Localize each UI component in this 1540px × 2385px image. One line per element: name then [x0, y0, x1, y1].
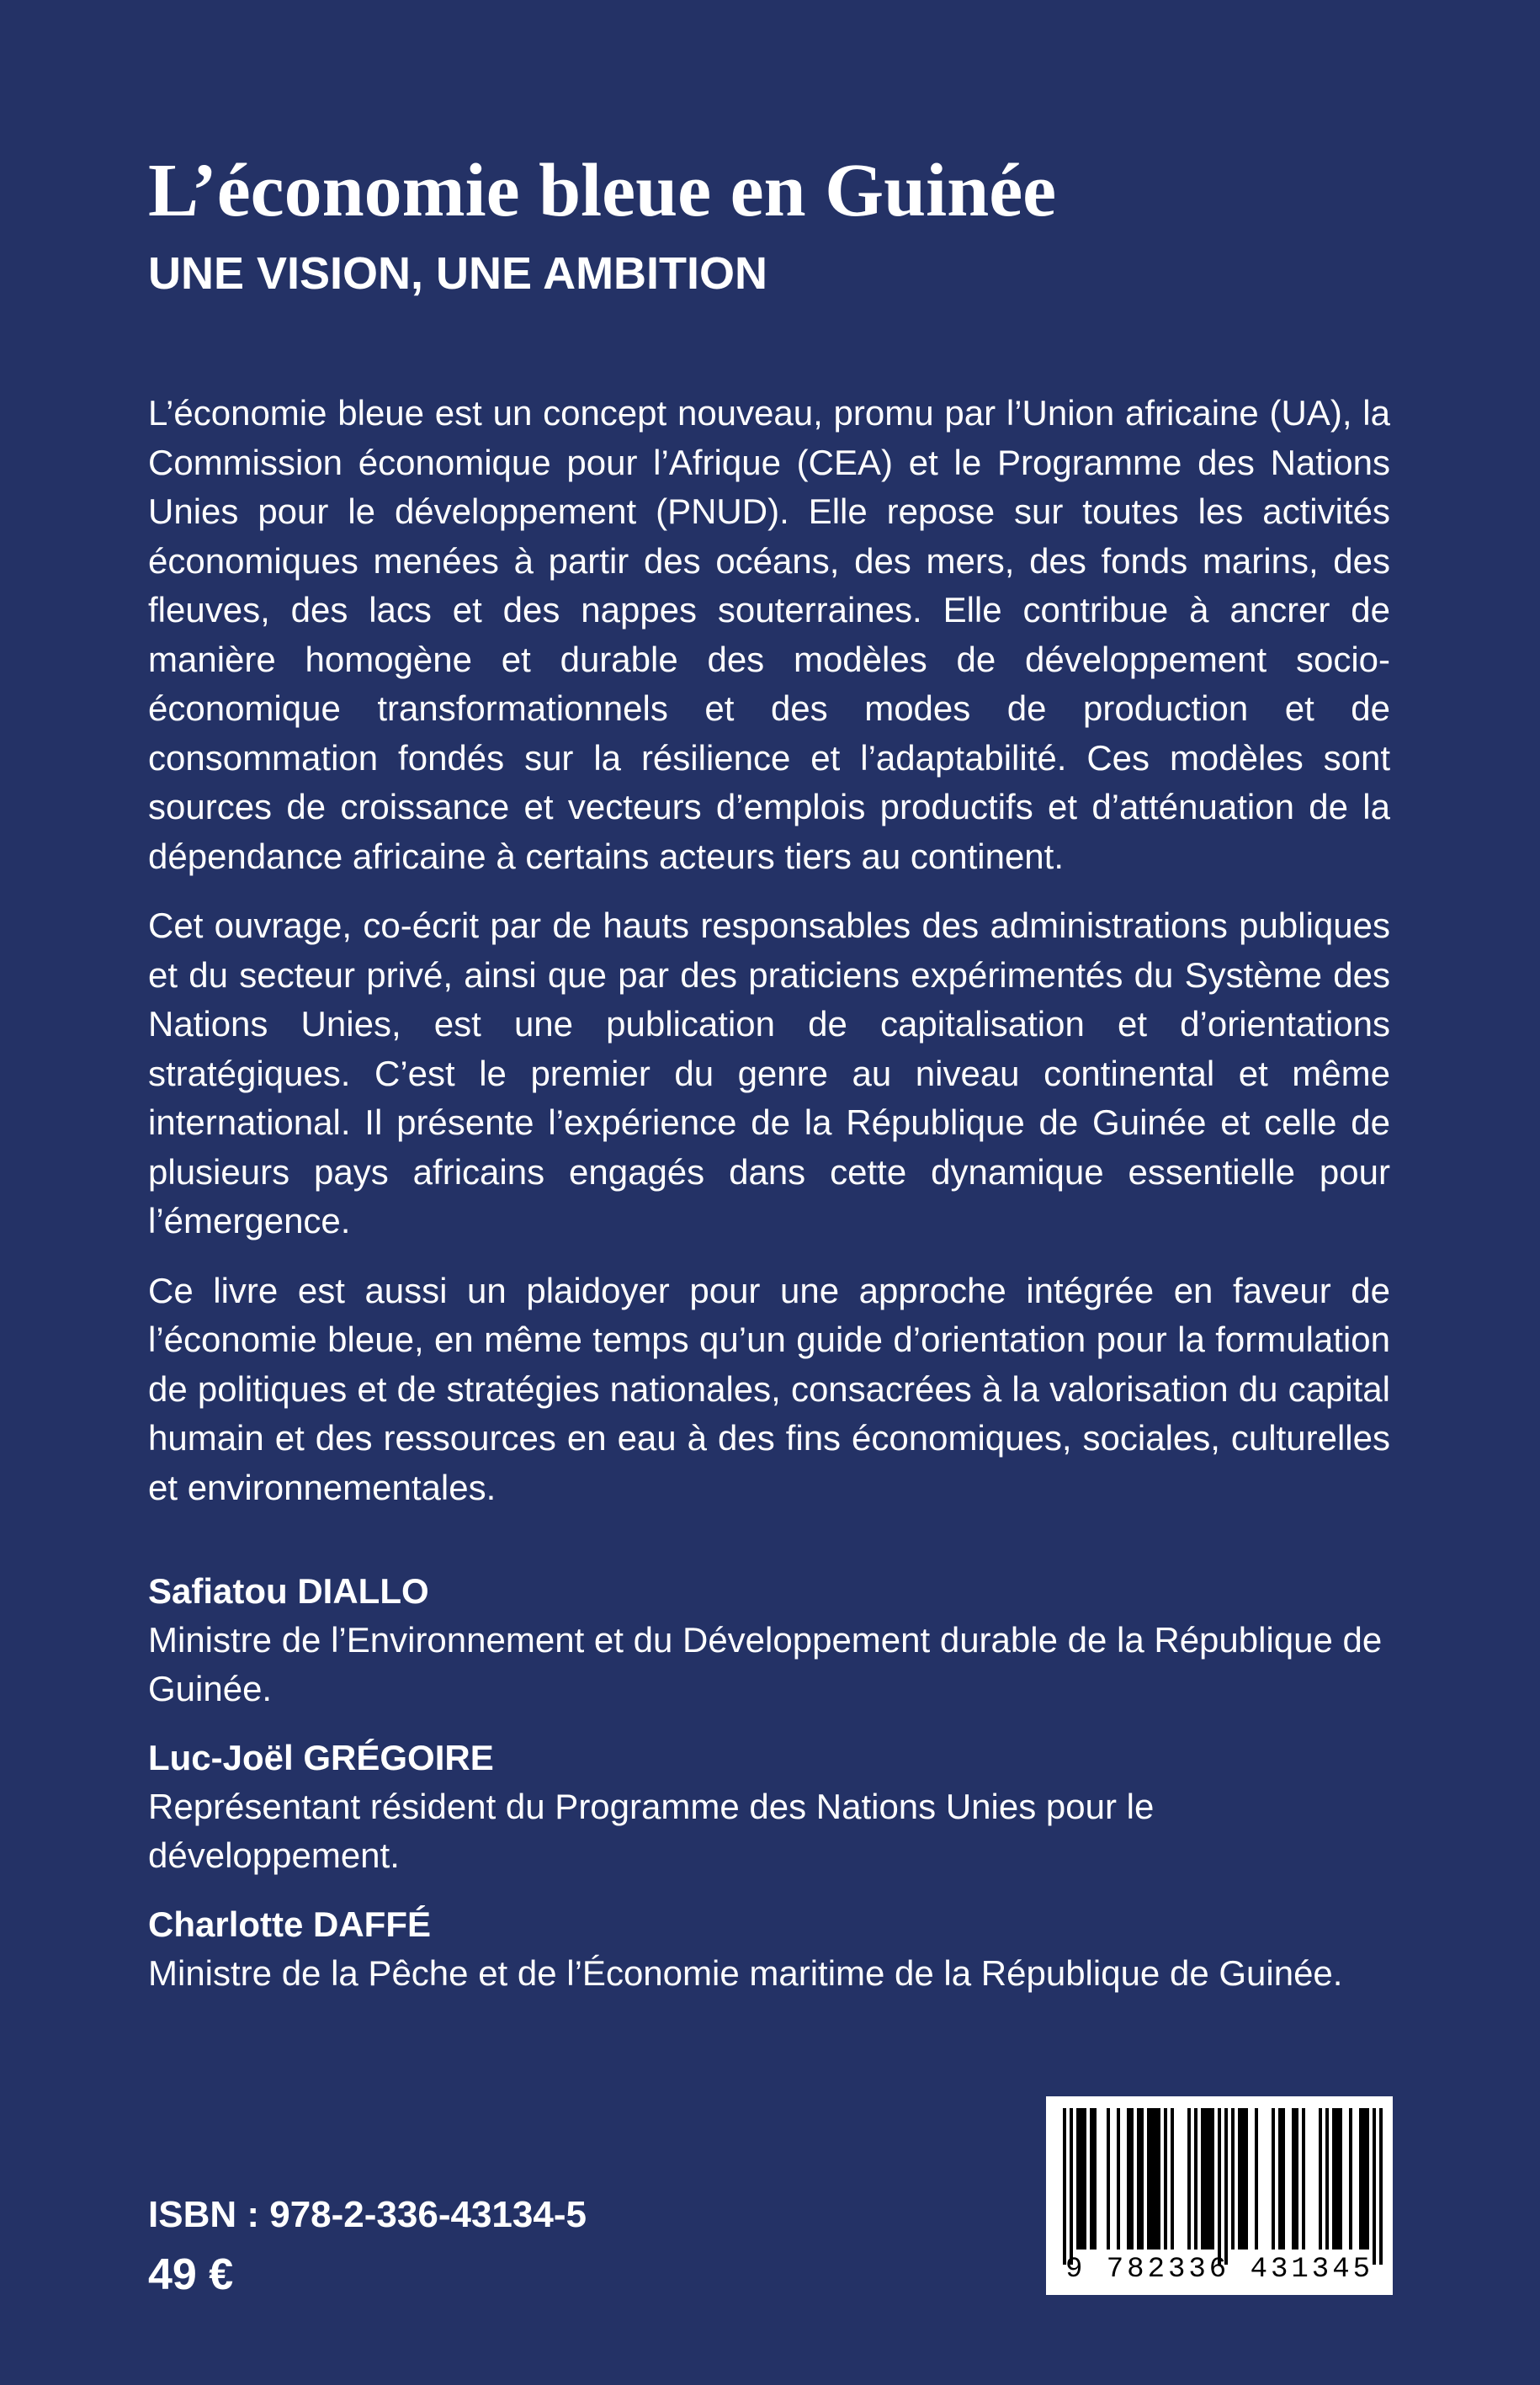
barcode-bar	[1349, 2108, 1352, 2250]
barcode-bar	[1339, 2108, 1342, 2250]
barcode-bar	[1295, 2108, 1298, 2250]
barcode-bar	[1211, 2108, 1214, 2250]
barcode-bar	[1090, 2108, 1093, 2250]
barcode-bar	[1245, 2108, 1248, 2250]
barcode-bar	[1076, 2108, 1080, 2250]
barcode-bar	[1130, 2108, 1134, 2250]
barcode-bar	[1224, 2108, 1228, 2265]
author-name: Charlotte DAFFÉ	[148, 1904, 431, 1944]
barcode-bar	[1272, 2108, 1275, 2250]
barcode-bar	[1147, 2108, 1150, 2250]
barcode-bar	[1379, 2108, 1383, 2265]
isbn-label: ISBN : 978-2-336-43134-5	[148, 2194, 587, 2235]
barcode-bar	[1117, 2108, 1120, 2250]
barcode-bar	[1201, 2108, 1204, 2250]
blurb-paragraph: Ce livre est aussi un plaidoyer pour une approche intégrée en faveur de l’économie bleue, en même temps qu’un guide d’orientation pour la formulation de politiques et de stratégies nationales, consacrées à la valorisation du capital humain et des ressources en eau à des fins économiques, sociales, culturelles et environnementales.	[148, 1270, 1390, 1507]
barcode-bar	[1359, 2108, 1362, 2250]
blurb-paragraph: L’économie bleue est un concept nouveau, promu par l’Union africaine (UA), la Commission économique pour l’Afrique (CEA) et le Programme des Nations Unies pour le développement (PNUD). Elle repose sur toutes les activités économiques menées à partir des océans, des mers, des fonds marins, des fleuves, des lacs et des nappes souterraines. Elle contribue à ancrer de manière homogène et durable des modèles de développement socio-économique transformationnels et des modes de production et de consommation fondés sur la résilience et l’adaptabilité. Ces modèles sont sources de croissance et vecteurs d’emplois productifs et d’atténuation de la dépendance africaine à certains acteurs tiers au continent.	[148, 393, 1390, 876]
barcode-bar	[1070, 2108, 1073, 2265]
barcode-bar	[1373, 2108, 1376, 2265]
book-subtitle: UNE VISION, UNE AMBITION	[148, 248, 768, 299]
barcode-bar	[1107, 2108, 1110, 2250]
barcode-bar	[1150, 2108, 1154, 2250]
barcode-bar	[1218, 2108, 1221, 2265]
author-entry	[148, 1900, 1390, 1998]
barcode-bar	[1231, 2108, 1235, 2250]
blurb-paragraph: Cet ouvrage, co-écrit par de hauts responsables des administrations publiques et du secteur privé, ainsi que par des praticiens expérimentés du Système des Nations Unies, est une publication de capitalisation et d’orientations stratégiques. C’est le premier du genre au niveau continental et même international. Il présente l’expérience de la République de Guinée et celle de plusieurs pays africains engagés dans cette dynamique essentielle pour l’émergence.	[148, 906, 1390, 1240]
barcode-bar	[1366, 2108, 1369, 2250]
author-entry	[148, 1734, 1390, 1880]
barcode-bar	[1241, 2108, 1245, 2250]
author-role: Ministre de la Pêche et de l’Économie maritime de la République de Guinée.	[148, 1953, 1343, 1993]
barcode-digits: 9 782336 431345	[1065, 2254, 1374, 2286]
barcode-bar	[1140, 2108, 1144, 2250]
barcode-bar	[1319, 2108, 1322, 2250]
barcode-bar	[1083, 2108, 1086, 2250]
blurb	[148, 389, 1390, 1532]
barcode-bar	[1164, 2108, 1167, 2250]
author-role: Représentant résident du Programme des Nations Unies pour le développement.	[148, 1787, 1155, 1875]
barcode-bar	[1325, 2108, 1329, 2250]
barcode-bar	[1362, 2108, 1366, 2250]
barcode-bar	[1282, 2108, 1285, 2250]
barcode-bar	[1127, 2108, 1130, 2250]
barcode-bar	[1063, 2108, 1066, 2265]
barcode-bar	[1204, 2108, 1208, 2250]
author-list	[148, 1567, 1390, 2018]
barcode-bar	[1302, 2108, 1305, 2250]
barcode-bar	[1171, 2108, 1174, 2250]
barcode-bar	[1278, 2108, 1282, 2250]
barcode	[1046, 2096, 1393, 2295]
barcode-bar	[1208, 2108, 1211, 2250]
price-label: 49 €	[148, 2250, 234, 2299]
barcode-bar	[1255, 2108, 1258, 2250]
barcode-bar	[1238, 2108, 1241, 2250]
book-title: L’économie bleue en Guinée	[148, 149, 1057, 232]
barcode-bar	[1080, 2108, 1083, 2250]
barcode-bar	[1093, 2108, 1097, 2250]
barcode-bar	[1336, 2108, 1339, 2250]
author-role: Ministre de l’Environnement et du Développement durable de la République de Guinée.	[148, 1620, 1383, 1708]
author-name: Safiatou DIALLO	[148, 1571, 429, 1611]
barcode-bar	[1332, 2108, 1336, 2250]
barcode-bar	[1187, 2108, 1191, 2250]
barcode-bar	[1154, 2108, 1157, 2250]
author-name: Luc-Joël GRÉGOIRE	[148, 1738, 494, 1777]
barcode-bar	[1292, 2108, 1295, 2250]
barcode-bar	[1157, 2108, 1160, 2250]
barcode-bar	[1194, 2108, 1197, 2250]
barcode-bar	[1137, 2108, 1140, 2250]
author-entry	[148, 1567, 1390, 1713]
